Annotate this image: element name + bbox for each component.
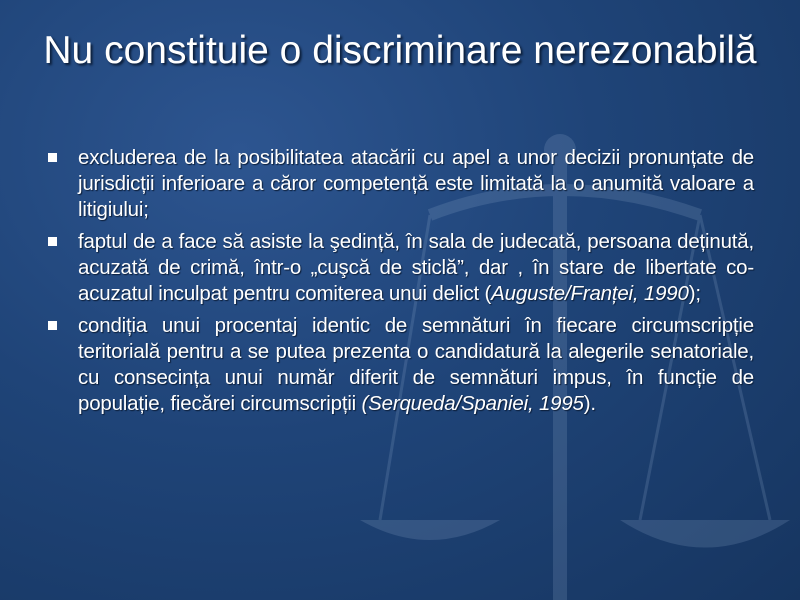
square-bullet-icon <box>48 321 57 330</box>
bullet-text <box>78 229 754 307</box>
bullet-text-after: ). <box>583 392 596 415</box>
bullet-list <box>48 145 754 423</box>
bullet-text-before: faptul de a face să asiste la şedință, în sala de judecată, persoana deținută, acuzată de crimă, într-o „cuşcă de sticlă”, dar , în stare de libertate co-acuzatul inculpat pentru comiterea unui delict ( <box>78 230 754 305</box>
square-bullet-icon <box>48 153 57 162</box>
list-item <box>48 313 754 417</box>
list-item <box>48 145 754 223</box>
case-citation: Auguste/Franței, 1990 <box>491 282 689 305</box>
square-bullet-icon <box>48 237 57 246</box>
bullet-text-before: condiția unui procentaj identic de semnături în fiecare circumscripție teritorială pentru a se putea prezenta o candidatură la alegerile senatoriale, cu consecința unui număr diferit de semnături impus, în funcție de populație, fiecărei circumscripții <box>78 314 754 415</box>
slide-title: Nu constituie o discriminare nerezonabilă <box>43 29 757 72</box>
bullet-text <box>78 145 754 223</box>
case-citation: (Serqueda/Spaniei, 1995 <box>361 392 584 415</box>
bullet-text-after: ); <box>688 282 701 305</box>
bullet-text-body: excluderea de la posibilitatea atacării cu apel a unor decizii pronunțate de jurisdicții inferioare a căror competență este limitată la o anumită valoare a litigiului; <box>78 146 754 221</box>
bullet-text <box>78 313 754 417</box>
list-item <box>48 229 754 307</box>
